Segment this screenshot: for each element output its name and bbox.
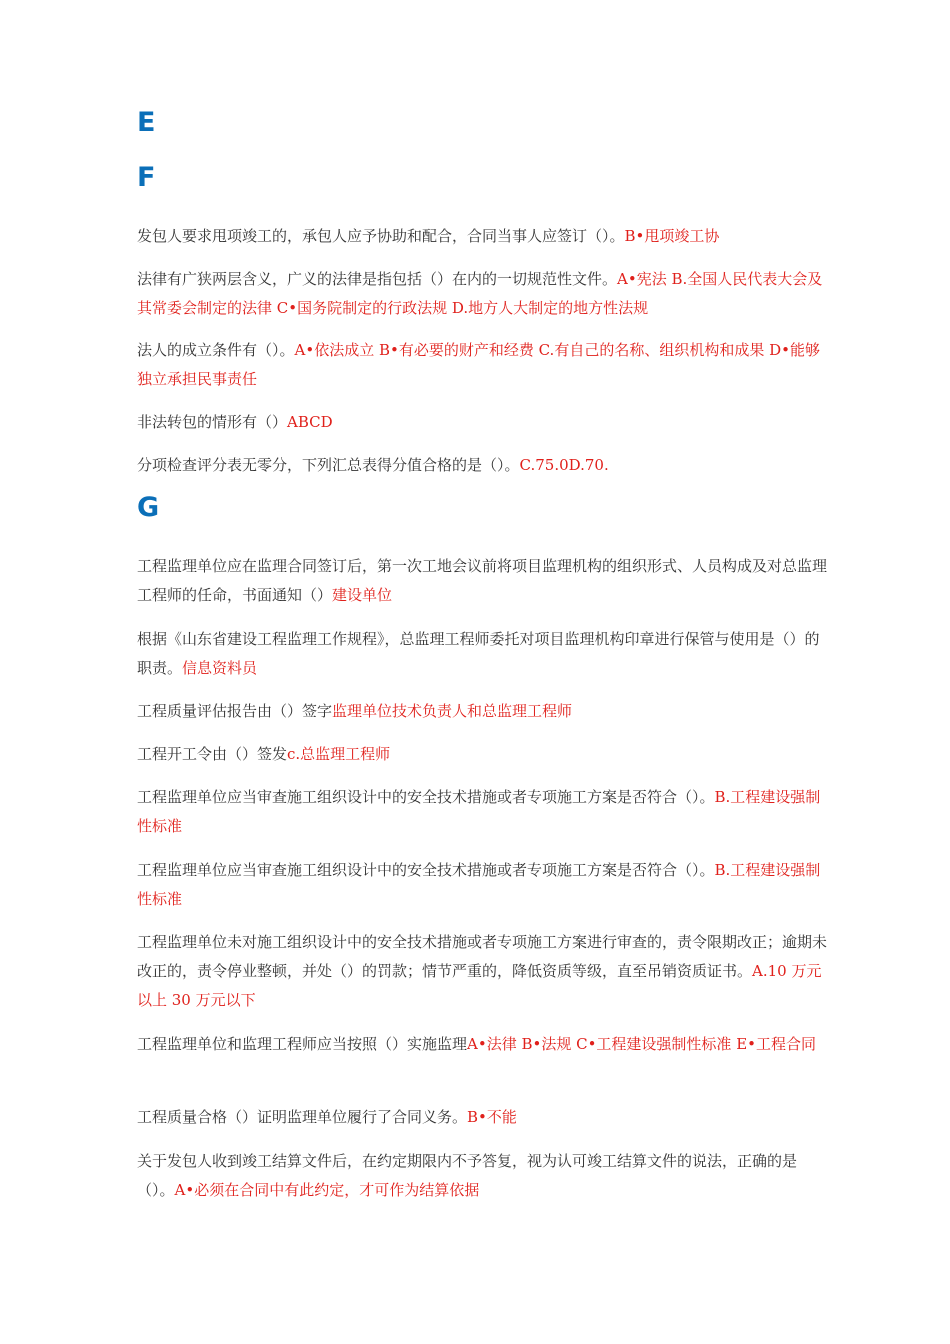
list-item bbox=[137, 1103, 827, 1132]
answer-text: A•宪法 B.全国人民代表大会及其常委会制定的法律 C•国务院制定的行政法规 D.地方人大制定的地方性法规 bbox=[137, 270, 823, 317]
section-letter-g: G bbox=[137, 492, 160, 523]
list-item bbox=[137, 336, 827, 394]
list-item bbox=[137, 222, 827, 251]
answer-text: A•必须在合同中有此约定，才可作为结算依据 bbox=[174, 1181, 480, 1199]
answer-text: B.工程建设强制性标准 bbox=[137, 788, 821, 835]
list-item bbox=[137, 625, 827, 683]
answer-text: ABCD bbox=[287, 413, 333, 431]
question-text: 工程开工令由（）签发 bbox=[137, 745, 288, 763]
question-text: 关于发包人收到竣工结算文件后，在约定期限内不予答复，视为认可竣工结算文件的说法，正确的是（）。 bbox=[137, 1152, 798, 1199]
question-text: 工程质量合格（）证明监理单位履行了合同义务。 bbox=[137, 1108, 468, 1126]
question-text: 分项检查评分表无零分，下列汇总表得分值合格的是（）。 bbox=[137, 456, 520, 474]
question-text: 法人的成立条件有（）。 bbox=[137, 341, 295, 359]
list-item bbox=[137, 697, 827, 726]
list-item bbox=[137, 1030, 827, 1059]
section-letter-e: E bbox=[137, 107, 156, 138]
answer-text: B•不能 bbox=[467, 1108, 517, 1126]
question-text: 工程监理单位应在监理合同签订后，第一次工地会议前将项目监理机构的组织形式、人员构成及对总监理工程师的任命，书面通知（） bbox=[137, 557, 828, 604]
answer-text: 监理单位技术负责人和总监理工程师 bbox=[332, 702, 573, 720]
answer-text: A•法律 B•法规 C•工程建设强制性标准 E•工程合同 bbox=[467, 1035, 816, 1053]
answer-text: A.10 万元以上 30 万元以下 bbox=[137, 962, 822, 1009]
question-text: 非法转包的情形有（） bbox=[137, 413, 288, 431]
list-item bbox=[137, 856, 827, 914]
answer-text: C.75.0D.70. bbox=[519, 456, 609, 474]
answer-text: B.工程建设强制性标准 bbox=[137, 861, 821, 908]
question-text: 法律有广狭两层含义，广义的法律是指包括（）在内的一切规范性文件。 bbox=[137, 270, 618, 288]
answer-text: A•依法成立 B•有必要的财产和经费 C.有自己的名称、组织机构和成果 D•能够独立承担民事责任 bbox=[137, 341, 820, 388]
list-item bbox=[137, 740, 827, 769]
list-item bbox=[137, 552, 827, 610]
list-item bbox=[137, 408, 827, 437]
section-letter-f: F bbox=[137, 162, 156, 193]
question-text: 工程监理单位应当审查施工组织设计中的安全技术措施或者专项施工方案是否符合（）。 bbox=[137, 788, 715, 806]
answer-text: 信息资料员 bbox=[182, 659, 258, 677]
list-item bbox=[137, 265, 827, 323]
question-text: 工程监理单位未对施工组织设计中的安全技术措施或者专项施工方案进行审查的，责令限期改正；逾期未改正的，责令停业整顿，并处（）的罚款；情节严重的，降低资质等级，直至吊销资质证书。 bbox=[137, 933, 828, 980]
answer-text: B•甩项竣工协 bbox=[624, 227, 720, 245]
answer-text: c.总监理工程师 bbox=[287, 745, 391, 763]
question-text: 工程质量评估报告由（）签字 bbox=[137, 702, 333, 720]
question-text: 根据《山东省建设工程监理工作规程》，总监理工程师委托对项目监理机构印章进行保管与使用是（）的职责。 bbox=[137, 630, 820, 677]
answer-text: 建设单位 bbox=[332, 586, 393, 604]
list-item bbox=[137, 928, 827, 1015]
question-text: 发包人要求甩项竣工的，承包人应予协助和配合，合同当事人应签订（）。 bbox=[137, 227, 625, 245]
question-text: 工程监理单位和监理工程师应当按照（）实施监理 bbox=[137, 1035, 468, 1053]
list-item bbox=[137, 783, 827, 841]
list-item bbox=[137, 451, 827, 480]
list-item bbox=[137, 1147, 827, 1205]
question-text: 工程监理单位应当审查施工组织设计中的安全技术措施或者专项施工方案是否符合（）。 bbox=[137, 861, 715, 879]
